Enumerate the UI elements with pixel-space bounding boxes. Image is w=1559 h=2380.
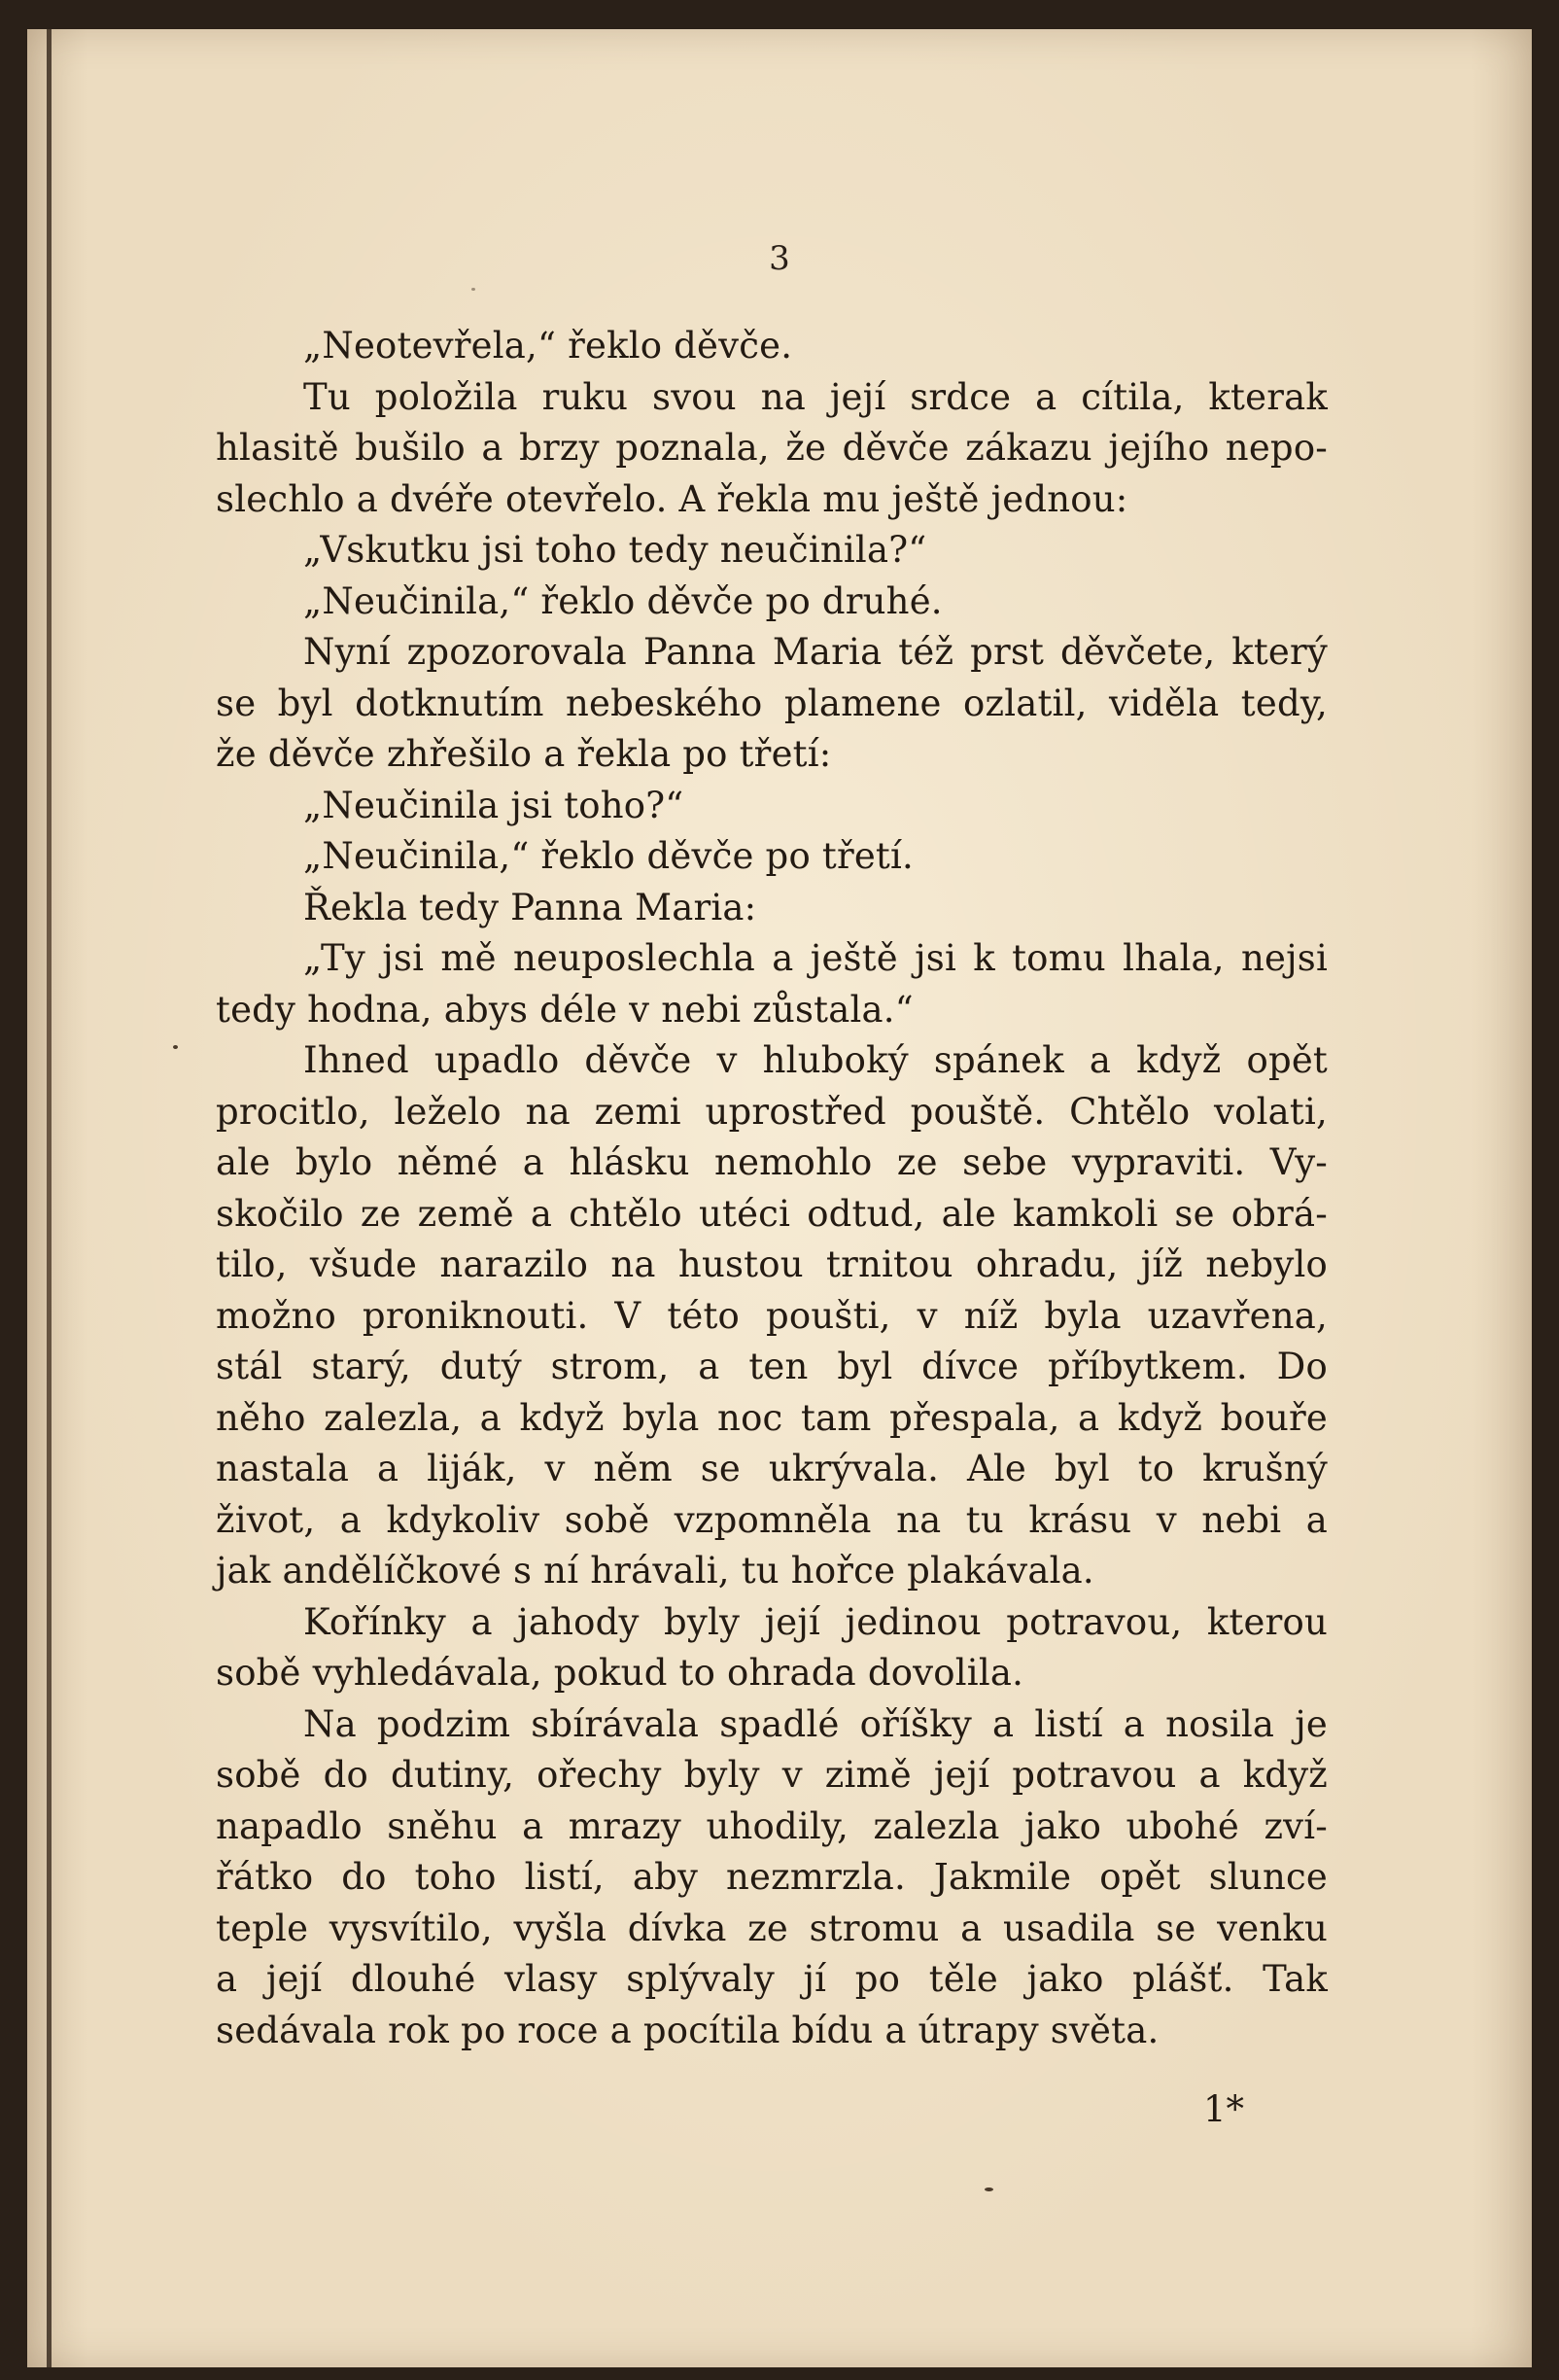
- text-line: sobě vyhledávala, pokud to ohrada dovolila.: [216, 1652, 1024, 1694]
- text-line: možno proniknouti. V této poušti, v níž byla uzavřena,: [216, 1294, 1328, 1337]
- text-line: „Neučinila,“ řeklo děvče po druhé.: [303, 579, 943, 622]
- ink-speck: [985, 2188, 993, 2191]
- text-line: tilo, všude narazilo na hustou trnitou ohradu, jíž nebylo: [216, 1243, 1328, 1285]
- text-line: život, a kdykoliv sobě vzpomněla na tu krásu v nebi a: [216, 1498, 1328, 1541]
- text-line: Nyní zpozorovala Panna Maria též prst děvčete, který: [303, 631, 1328, 673]
- text-line: sedávala rok po roce a pocítila bídu a útrapy světa.: [216, 2009, 1160, 2051]
- text-line: tedy hodna, abys déle v nebi zůstala.“: [216, 988, 914, 1031]
- text-line: „Neotevřela,“ řeklo děvče.: [303, 325, 793, 367]
- text-line: Na podzim sbírávala spadlé oříšky a listí a nosila je: [303, 1702, 1328, 1745]
- text-line: Řekla tedy Panna Maria:: [303, 886, 757, 928]
- text-line: teple vysvítilo, vyšla dívka ze stromu a usadila se venku: [216, 1907, 1328, 1949]
- text-line: Ihned upadlo děvče v hluboký spánek a když opět: [303, 1039, 1328, 1081]
- text-line: „Neučinila,“ řeklo děvče po třetí.: [303, 835, 914, 877]
- text-line: „Ty jsi mě neuposlechla a ještě jsi k tomu lhala, nejsi: [303, 937, 1328, 979]
- body-text: [216, 321, 1328, 2056]
- text-line: procitlo, leželo na zemi uprostřed pouště. Chtělo volati,: [216, 1090, 1328, 1133]
- text-line: nastala a liják, v něm se ukrývala. Ale byl to krušný: [216, 1448, 1328, 1489]
- text-line: stál starý, dutý strom, a ten byl dívce příbytkem. Do: [216, 1346, 1328, 1387]
- text-line: hlasitě bušilo a brzy poznala, že děvče zákazu jejího nepo-: [216, 427, 1328, 469]
- page-number: 3: [769, 239, 790, 278]
- text-line: ale bylo němé a hlásku nemohlo ze sebe vypraviti. Vy-: [216, 1141, 1328, 1183]
- text-line: „Vskutku jsi toho tedy neučinila?“: [303, 529, 927, 571]
- signature-mark: 1*: [1202, 2088, 1244, 2130]
- text-line: řátko do toho listí, aby nezmrzla. Jakmile opět slunce: [216, 1856, 1328, 1898]
- text-line: něho zalezla, a když byla noc tam přespala, a když bouře: [216, 1396, 1328, 1439]
- page-gutter-edge: [47, 29, 52, 2367]
- text-line: slechlo a dvéře otevřelo. A řekla mu ještě jednou:: [216, 477, 1128, 520]
- text-line: jak andělíčkové s ní hrávali, tu hořce plakávala.: [216, 1550, 1094, 1592]
- text-line: Kořínky a jahody byly její jedinou potravou, kterou: [303, 1600, 1328, 1643]
- ink-speck: [471, 288, 475, 291]
- text-line: že děvče zhřešilo a řekla po třetí:: [216, 733, 832, 775]
- text-line: skočilo ze země a chtělo utéci odtud, ale kamkoli se obrá-: [216, 1192, 1328, 1235]
- text-line: se byl dotknutím nebeského plamene ozlatil, viděla tedy,: [216, 682, 1328, 724]
- text-line: a její dlouhé vlasy splývaly jí po těle jako plášť. Tak: [216, 1958, 1328, 2000]
- text-line: sobě do dutiny, ořechy byly v zimě její potravou a když: [216, 1754, 1328, 1796]
- text-line: „Neučinila jsi toho?“: [303, 784, 684, 826]
- ink-speck: [173, 1045, 178, 1049]
- text-line: napadlo sněhu a mrazy uhodily, zalezla jako ubohé zví-: [216, 1804, 1328, 1847]
- text-line: Tu položila ruku svou na její srdce a cítila, kterak: [303, 375, 1328, 418]
